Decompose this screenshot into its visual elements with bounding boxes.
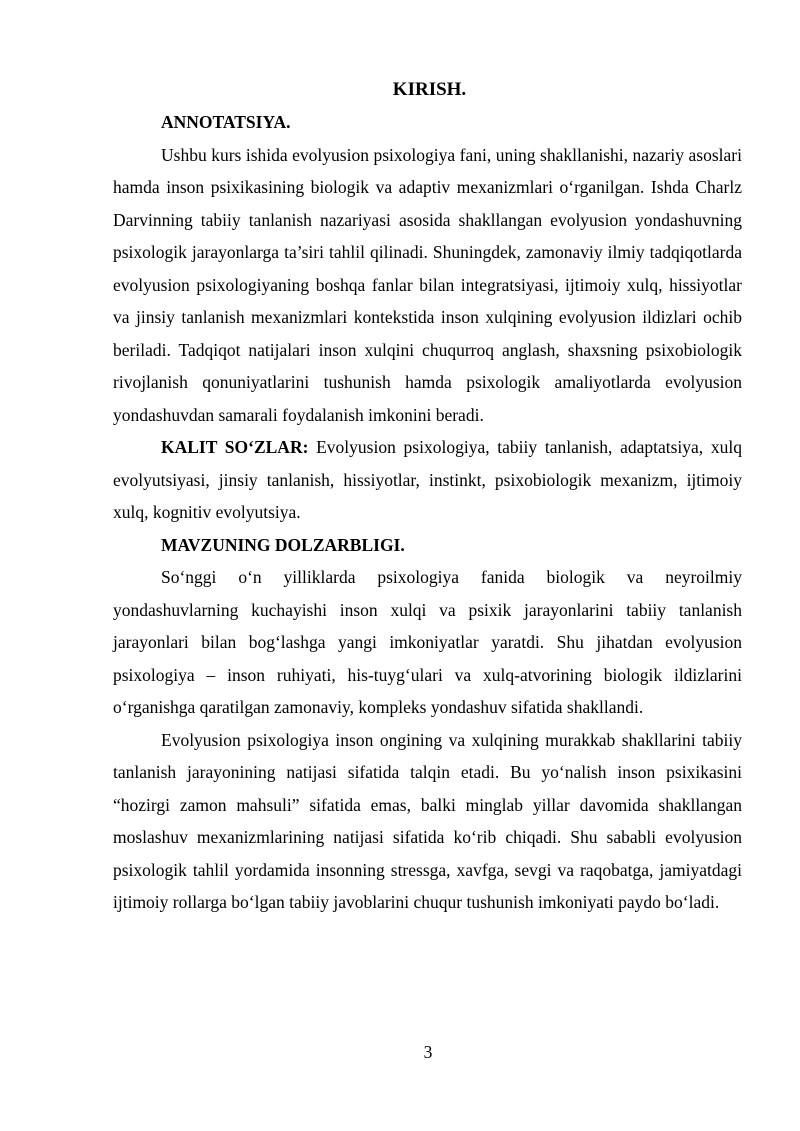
keywords-paragraph xyxy=(113,431,742,529)
relevance-paragraph-2: Evolyusion psixologiya inson ongining va xulqining murakkab shakllarini tabiiy tanlanish jarayonining natijasi sifatida talqin etadi. Bu yo‘nalish inson psixikasini “hozirgi zamon mahsuli” sifatida emas, balki minglab yillar davomida shakllangan moslashuv mexanizmlarining natijasi sifatida ko‘rib chiqadi. Shu sababli evolyusion psixologik tahlil yordamida insonning stressga, xavfga, sevgi va raqobatga, jamiyatdagi ijtimoiy rollarga bo‘lgan tabiiy javoblarini chuqur tushunish imkoniyati paydo bo‘ladi. xyxy=(113,729,742,912)
annotation-heading: ANNOTATSIYA. xyxy=(161,112,291,132)
document-page xyxy=(113,74,742,919)
keywords-text: Evolyusion psixologiya, tabiiy tanlanish, adaptatsiya, xulq evolyutsiyasi, jinsiy tanlanish, hissiyotlar, instinkt, psixobiologik mexanizm, ijtimoiy xulq, kognitiv evolyutsiya. xyxy=(113,437,742,522)
annotation-paragraph: Ushbu kurs ishida evolyusion psixologiya fani, uning shakllanishi, nazariy asoslari hamda inson psixikasining biologik va adaptiv mexanizmlari o‘rganilgan. Ishda Charlz Darvinning tabiiy tanlanish nazariyasi asosida shakllangan evolyusion yondashuvning psixologik jarayonlarga ta’siri tahlil qilinadi. Shuningdek, zamonaviy ilmiy tadqiqotlarda evolyusion psixologiyaning boshqa fanlar bilan integratsiyasi, ijtimoiy xulq, hissiyotlar va jinsiy tanlanish mexanizmlari kontekstida inson xulqining evolyusion ildizlari ochib beriladi. Tadqiqot natijalari inson xulqini chuqurroq anglash, shaxsning psixobiologik rivojlanish qonuniyatlarini tushunish hamda psixologik amaliyotlarda evolyusion yondashuvdan samarali foydalanish imkonini beradi. xyxy=(113,144,742,425)
page-number: 3 xyxy=(423,1042,433,1062)
page-title: KIRISH. xyxy=(392,79,467,100)
keywords-label: KALIT SO‘ZLAR: xyxy=(161,437,309,457)
relevance-heading: MAVZUNING DOLZARBLIGI. xyxy=(161,534,405,555)
relevance-paragraph-1: So‘nggi o‘n yilliklarda psixologiya fanida biologik va neyroilmiy yondashuvlarning kuchayishi inson xulqi va psixik jarayonlarini tabiiy tanlanish jarayonlari bilan bog‘lashga yangi imkoniyatlar yaratdi. Shu jihatdan evolyusion psixologiya – inson ruhiyati, his-tuyg‘ulari va xulq-atvorining biologik ildizlarini o‘rganishga qaratilgan zamonaviy, kompleks yondashuv sifatida shakllandi. xyxy=(113,567,742,717)
